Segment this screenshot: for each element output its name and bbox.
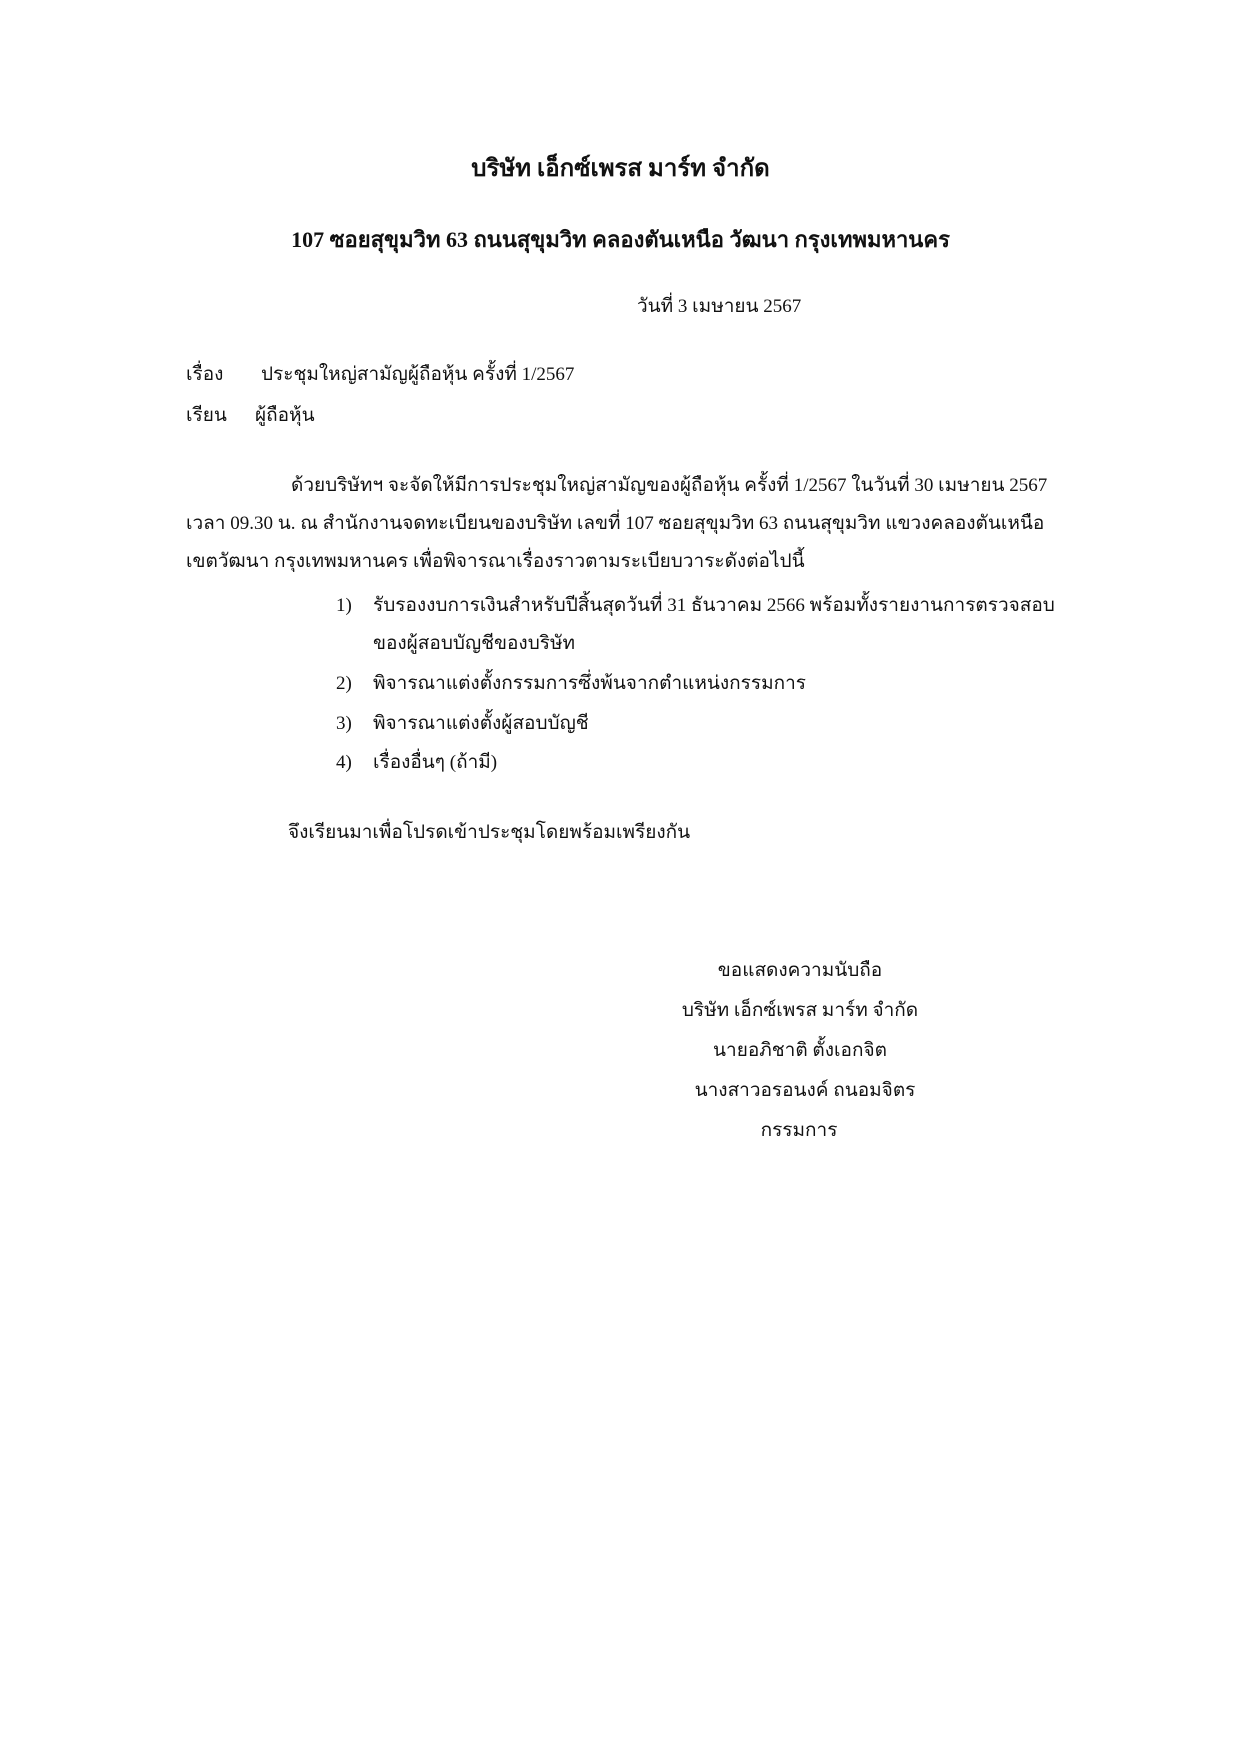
agenda-item-text: เรื่องอื่นๆ (ถ้ามี)	[373, 752, 498, 773]
recipient-text: ผู้ถือหุ้น	[255, 405, 315, 426]
company-address: 107 ซอยสุขุมวิท 63 ถนนสุขุมวิท คลองตันเหนือ วัฒนา กรุงเทพมหานคร	[291, 227, 950, 252]
letter-date: วันที่ 3 เมษายน 2567	[637, 296, 802, 317]
agenda-item-number: 2)	[336, 673, 352, 694]
signature-regards: ขอแสดงความนับถือ	[717, 960, 883, 981]
subject-label: เรื่อง	[186, 364, 224, 385]
signatory-position: กรรมการ	[760, 1120, 838, 1141]
body-paragraph-line-2: เวลา 09.30 น. ณ สำนักงานจดทะเบียนของบริษัท เลขที่ 107 ซอยสุขุมวิท 63 ถนนสุขุมวิท แขวงคลองตันเหนือ	[186, 513, 1045, 534]
body-paragraph-line-1: ด้วยบริษัทฯ จะจัดให้มีการประชุมใหญ่สามัญของผู้ถือหุ้น ครั้งที่ 1/2567 ในวันที่ 30 เมษายน 2567	[291, 475, 1048, 496]
signature-company: บริษัท เอ็กซ์เพรส มาร์ท จำกัด	[681, 1000, 919, 1021]
agenda-item-number: 1)	[336, 595, 352, 616]
agenda-item-text-continued: ของผู้สอบบัญชีของบริษัท	[373, 633, 576, 654]
closing-line: จึงเรียนมาเพื่อโปรดเข้าประชุมโดยพร้อมเพรียงกัน	[288, 822, 691, 843]
agenda-item-text: รับรองงบการเงินสำหรับปีสิ้นสุดวันที่ 31 ธันวาคม 2566 พร้อมทั้งรายงานการตรวจสอบ	[373, 595, 1055, 616]
recipient-label: เรียน	[186, 405, 227, 426]
company-title: บริษัท เอ็กซ์เพรส มาร์ท จำกัด	[471, 156, 770, 182]
subject-text: ประชุมใหญ่สามัญผู้ถือหุ้น ครั้งที่ 1/2567	[261, 364, 575, 385]
agenda-item-text: พิจารณาแต่งตั้งกรรมการซึ่งพ้นจากตำแหน่งกรรมการ	[373, 673, 806, 694]
agenda-item-number: 4)	[336, 752, 352, 773]
body-paragraph-line-3: เขตวัฒนา กรุงเทพมหานคร เพื่อพิจารณาเรื่องราวตามระเบียบวาระดังต่อไปนี้	[186, 551, 805, 572]
signatory-name-1: นายอภิชาติ ตั้งเอกจิต	[713, 1040, 887, 1061]
agenda-item-number: 3)	[336, 713, 352, 734]
signatory-name-2: นางสาวอรอนงค์ ถนอมจิตร	[694, 1080, 916, 1101]
agenda-item-text: พิจารณาแต่งตั้งผู้สอบบัญชี	[373, 713, 589, 734]
